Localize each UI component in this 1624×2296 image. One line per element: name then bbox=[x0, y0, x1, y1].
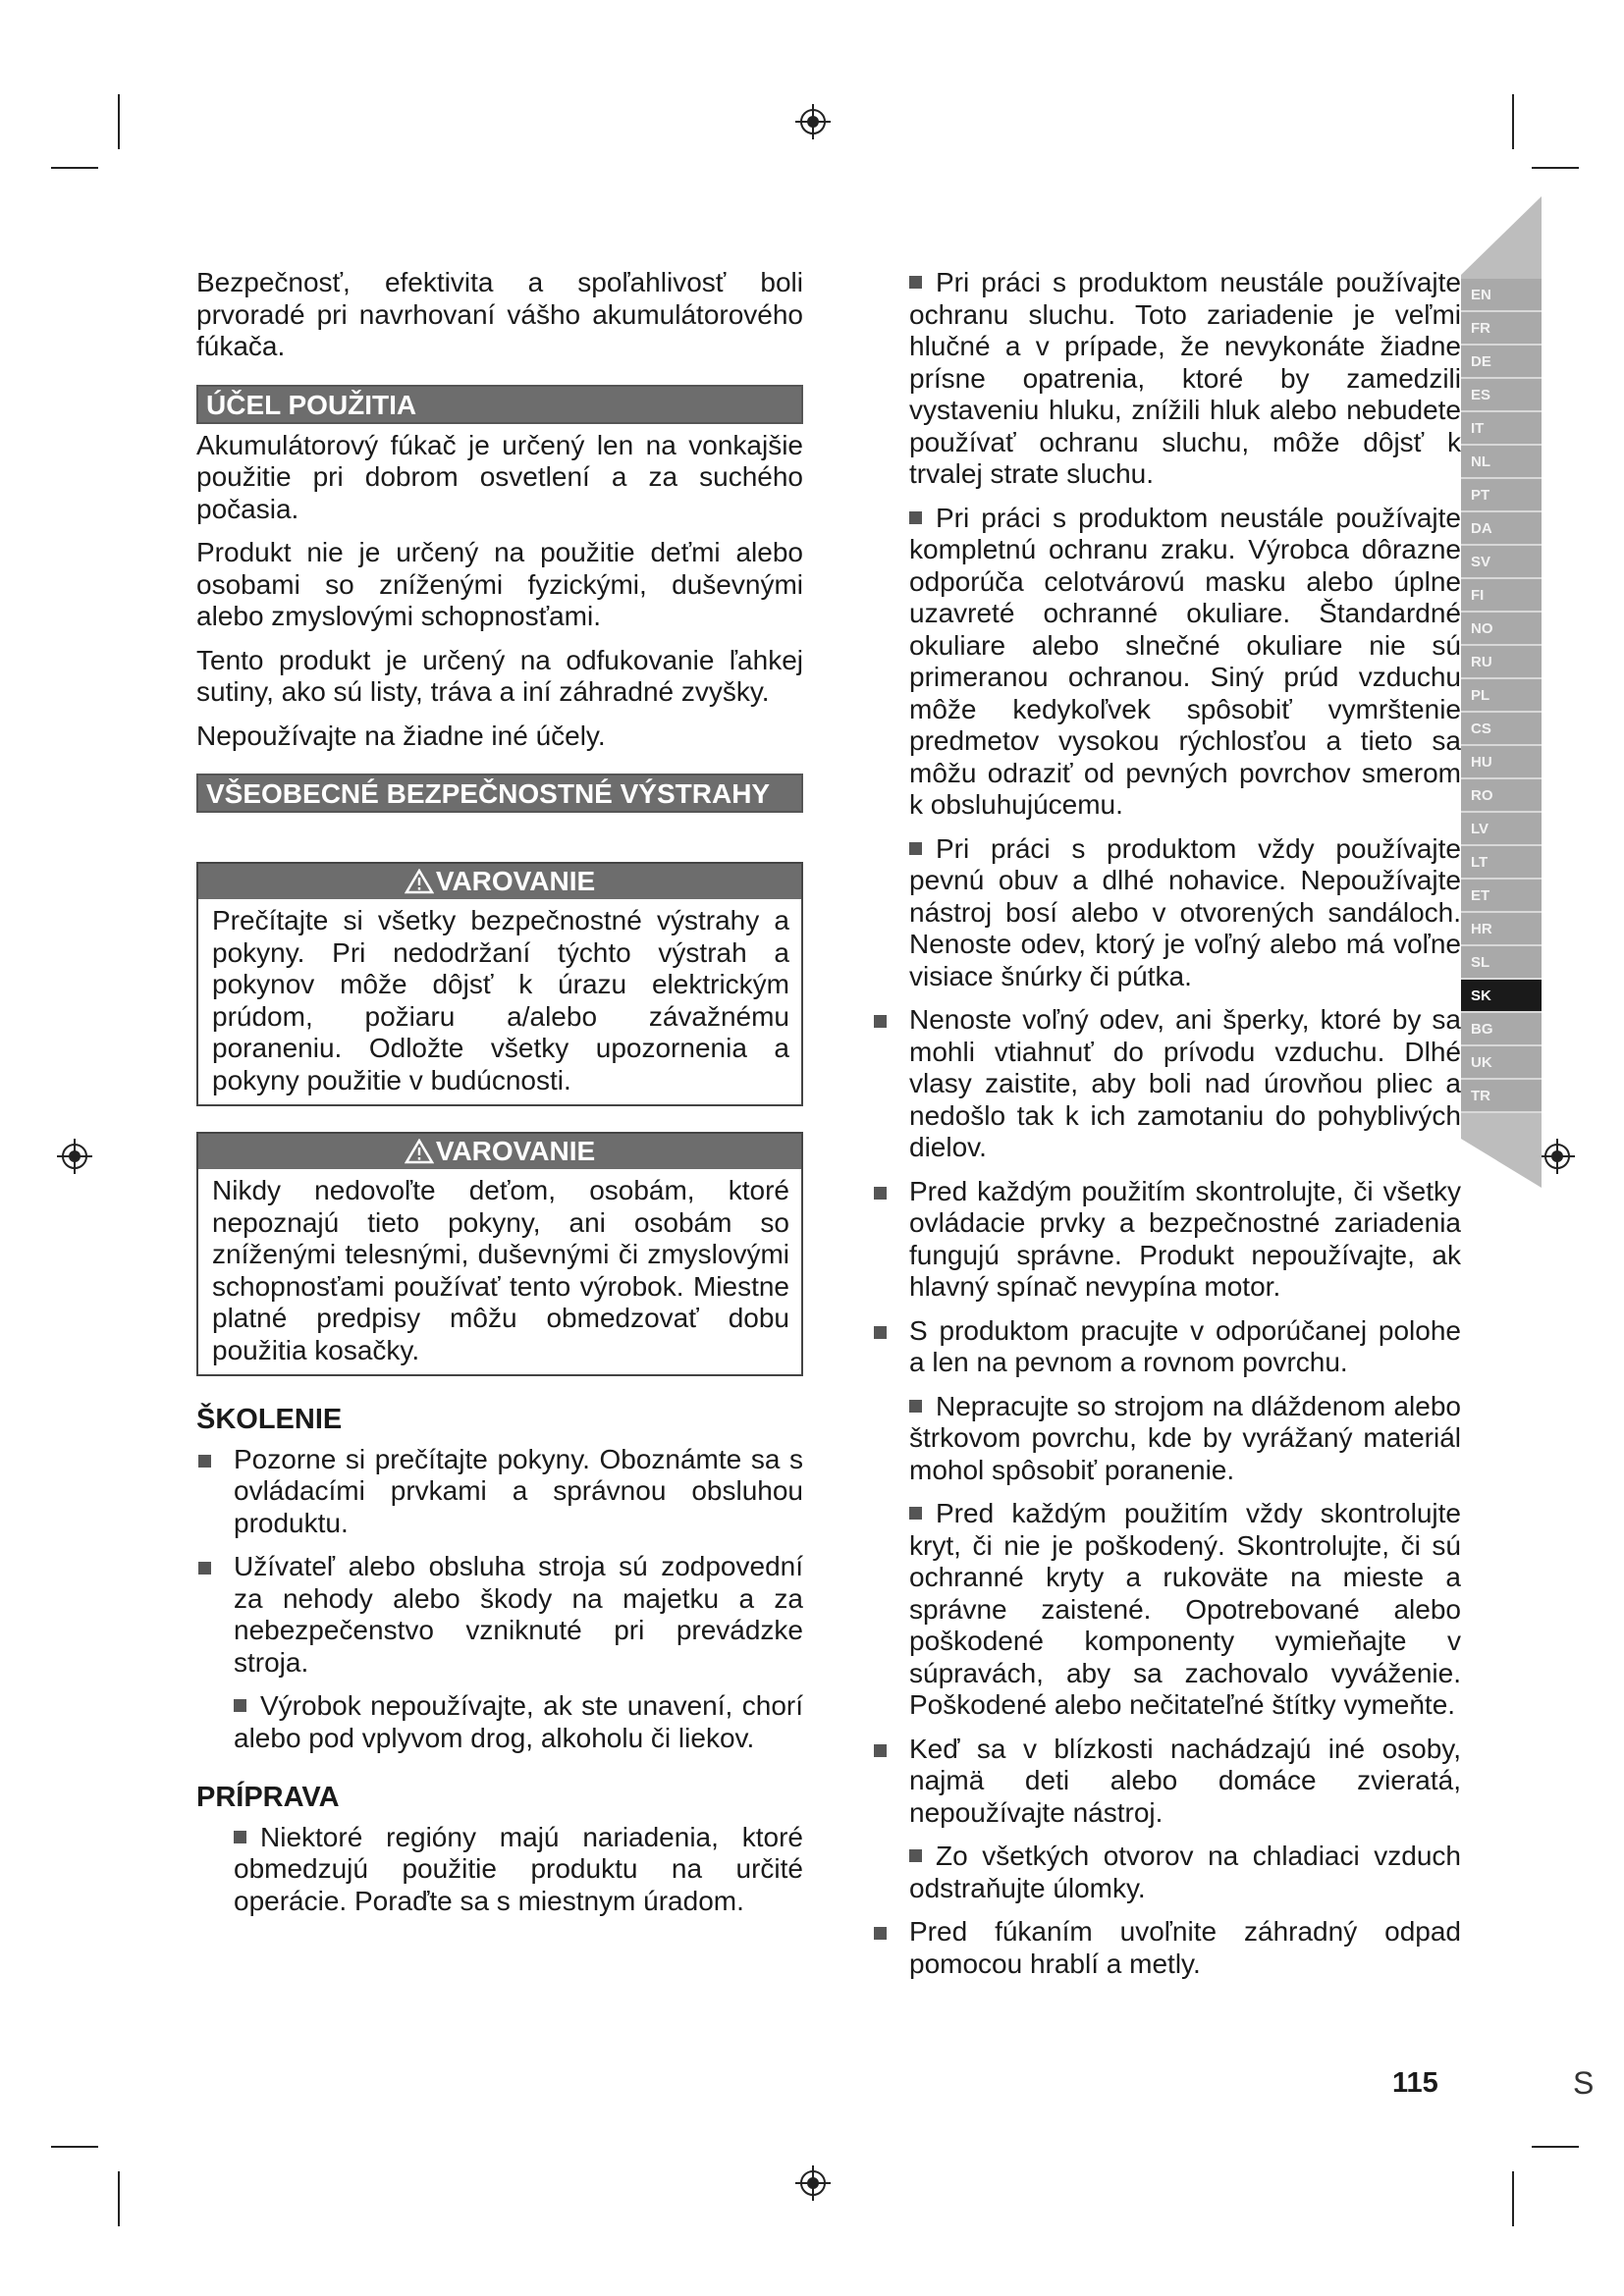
list-item: S produktom pracujte v odporúčanej polohe a len na pevnom a rovnom povrchu. bbox=[872, 1315, 1461, 1379]
list-item: Pri práci s produktom vždy používajte pevnú obuv a dlhé nohavice. Nepoužívajte nástroj bosí alebo v otvorených sandáloch. Nenoste odev, ktorý je voľný alebo má voľne visiace šnúrky či pútka. bbox=[909, 832, 1461, 991]
left-column bbox=[196, 267, 803, 1929]
language-tab-sv: SV bbox=[1461, 546, 1542, 579]
warning-title-2-text: VAROVANIE bbox=[435, 1136, 596, 1166]
language-tab-et: ET bbox=[1461, 880, 1542, 913]
language-tab-fi: FI bbox=[1461, 579, 1542, 613]
preparation-list bbox=[196, 1822, 803, 1918]
bullet-square-icon bbox=[198, 1455, 211, 1468]
bullet-square-icon bbox=[874, 1015, 887, 1028]
registration-mark-bottom-icon bbox=[793, 2163, 833, 2203]
language-tab-tr: TR bbox=[1461, 1080, 1542, 1113]
bullet-square-icon bbox=[874, 1326, 887, 1339]
list-item: Zo všetkých otvorov na chladiaci vzduch odstraňujte úlomky. bbox=[909, 1841, 1461, 1903]
language-tab-nl: NL bbox=[1461, 446, 1542, 479]
bullet-square-icon bbox=[874, 1187, 887, 1200]
safety-list bbox=[872, 267, 1461, 1980]
language-tab-ru: RU bbox=[1461, 646, 1542, 679]
language-tab-lv: LV bbox=[1461, 813, 1542, 846]
list-item: Pred každým použitím vždy skontrolujte kryt, či nie je poškodený. Skontrolujte, či sú ochranné kryty a rukoväte na mieste a správne zaistené. Opotrebované alebo poškodené komponenty vymieňajte v súpravách, aby sa zachovalo vyváženie. Poškodené alebo nečitateľné štítky vymeňte. bbox=[909, 1498, 1461, 1720]
warning-text-1: Prečítajte si všetky bezpečnostné výstrahy a pokyny. Pri nedodržaní týchto výstrah a pokynov môže dôjsť k úrazu elektrickým prúdom, požiaru a/alebo závažnému poraneniu. Odložte všetky upozornenia a pokyny použitie v budúcnosti. bbox=[212, 905, 789, 1095]
language-tab-pl: PL bbox=[1461, 679, 1542, 713]
purpose-heading: ÚČEL POUŽITIA bbox=[196, 385, 803, 424]
bullet-square-icon bbox=[874, 1927, 887, 1940]
registration-mark-right-icon bbox=[1538, 1137, 1577, 1176]
list-item: Užívateľ alebo obsluha stroja sú zodpovední za nehody alebo škody na majetku a za nebezpečenstvo vzniknuté pri prevádzke stroja. bbox=[196, 1551, 803, 1679]
warning-title-1-text: VAROVANIE bbox=[435, 866, 596, 896]
crop-mark-br-v bbox=[1512, 2171, 1514, 2226]
language-tab-sl: SL bbox=[1461, 946, 1542, 980]
preparation-heading: PRÍPRAVA bbox=[196, 1782, 340, 1813]
training-heading: ŠKOLENIE bbox=[196, 1404, 343, 1435]
bullet-square-icon bbox=[909, 842, 922, 855]
general-safety-heading: VŠEOBECNÉ BEZPEČNOSTNÉ VÝSTRAHY bbox=[196, 774, 803, 813]
language-tab-it: IT bbox=[1461, 412, 1542, 446]
warning-text-2: Nikdy nedovoľte deťom, osobám, ktoré nepoznajú tieto pokyny, ani osobám so zníženými telesnými, duševnými či zmyslovými schopnosťami používať tento výrobok. Miestne platné predpisy môžu obmedzovať dobu použitia kosačky. bbox=[212, 1175, 789, 1365]
purpose-paragraph-2: Produkt nie je určený na použitie deťmi alebo osobami so zníženými fyzickými, duševnými alebo zmyslovými schopnosťami. bbox=[196, 537, 803, 631]
warning-triangle-icon bbox=[405, 1139, 434, 1164]
bullet-square-icon bbox=[874, 1744, 887, 1757]
language-tab-hr: HR bbox=[1461, 913, 1542, 946]
list-item: Pri práci s produktom neustále používajte kompletnú ochranu zraku. Výrobca dôrazne odporúča celotvárovú masku alebo úplne uzavreté ochranné okuliare. Štandardné okuliare alebo slnečné okuliare nie sú primeranou ochranou. Siný prúd vzduchu môže kedykoľvek spôsobiť vymrštenie predmetov vysokou rýchlosťou a tieto sa môžu odraziť od pevných povrchov smerom k obsluhujúcemu. bbox=[909, 502, 1461, 820]
list-item: Nenoste voľný odev, ani šperky, ktoré by sa mohli vtiahnuť do prívodu vzduchu. Dlhé vlasy zaistite, aby boli nad úrovňou pliec a nedošlo tak k ich zamotaniu do pohyblivých dielov. bbox=[872, 1004, 1461, 1164]
language-tab-da: DA bbox=[1461, 512, 1542, 546]
language-tab-uk: UK bbox=[1461, 1046, 1542, 1080]
bullet-square-icon bbox=[909, 1400, 922, 1413]
bullet-square-icon bbox=[234, 1831, 246, 1843]
language-tab-lt: LT bbox=[1461, 846, 1542, 880]
language-tab-ro: RO bbox=[1461, 779, 1542, 813]
language-tab-bg: BG bbox=[1461, 1013, 1542, 1046]
list-item: Výrobok nepoužívajte, ak ste unavení, chorí alebo pod vplyvom drog, alkoholu či liekov. bbox=[234, 1690, 803, 1753]
list-item: Pred fúkaním uvoľnite záhradný odpad pomocou hrablí a metly. bbox=[872, 1916, 1461, 1980]
page-number: 115 bbox=[1392, 2067, 1438, 2099]
registration-mark-left-icon bbox=[55, 1137, 94, 1176]
right-column bbox=[872, 267, 1461, 1992]
bullet-square-icon bbox=[909, 276, 922, 289]
bullet-square-icon bbox=[909, 1849, 922, 1862]
language-tab-de: DE bbox=[1461, 346, 1542, 379]
bullet-square-icon bbox=[198, 1562, 211, 1575]
training-list bbox=[196, 1444, 803, 1755]
bullet-square-icon bbox=[909, 1507, 922, 1520]
language-tab-hu: HU bbox=[1461, 746, 1542, 779]
crop-mark-tr-v bbox=[1512, 94, 1514, 149]
warning-box-1 bbox=[196, 862, 803, 1106]
language-tab-cs: CS bbox=[1461, 713, 1542, 746]
list-item: Pozorne si prečítajte pokyny. Oboznámte sa s ovládacími prvkami a správnou obsluhou produktu. bbox=[196, 1444, 803, 1540]
list-item: Keď sa v blízkosti nachádzajú iné osoby, najmä deti alebo domáce zvieratá, nepoužívajte nástroj. bbox=[872, 1734, 1461, 1830]
list-item: Nepracujte so strojom na dláždenom alebo štrkovom povrchu, kde by vyrážaný materiál mohol spôsobiť poranenie. bbox=[909, 1390, 1461, 1485]
list-item: Pred každým použitím skontrolujte, či všetky ovládacie prvky a bezpečnostné zariadenia fungujú správne. Produkt nepoužívajte, ak hlavný spínač nevypína motor. bbox=[872, 1176, 1461, 1304]
bullet-square-icon bbox=[234, 1699, 246, 1712]
crop-mark-tl-h bbox=[51, 167, 98, 169]
list-item: Niektoré regióny majú nariadenia, ktoré obmedzujú použitie produktu na určité operácie. Poraďte sa s miestnym úradom. bbox=[234, 1821, 803, 1916]
purpose-paragraph-4: Nepoužívajte na žiadne iné účely. bbox=[196, 720, 606, 751]
edge-letter: S bbox=[1573, 2065, 1595, 2101]
language-tab-list bbox=[1461, 279, 1542, 1113]
purpose-paragraph-1: Akumulátorový fúkač je určený len na vonkajšie použitie pri dobrom osvetlení a za suchého počasia. bbox=[196, 429, 803, 524]
warning-triangle-icon bbox=[405, 869, 434, 894]
crop-mark-br-h bbox=[1532, 2146, 1579, 2148]
purpose-paragraph-3: Tento produkt je určený na odfukovanie ľahkej sutiny, ako sú listy, tráva a iní záhradné zvyšky. bbox=[196, 644, 803, 707]
bullet-square-icon bbox=[909, 511, 922, 524]
list-item: Pri práci s produktom neustále používajte ochranu sluchu. Toto zariadenie je veľmi hlučné a v prípade, že nevykonáte žiadne prísne opatrenia, ktoré by zamedzili vystaveniu hluku, znížili hluk alebo nebudete používať ochranu sluchu, môže dôjsť k trvalej strate sluchu. bbox=[909, 267, 1461, 489]
language-tab-es: ES bbox=[1461, 379, 1542, 412]
crop-mark-bl-v bbox=[118, 2171, 120, 2226]
language-tab-sk: SK bbox=[1461, 980, 1542, 1013]
warning-title-2 bbox=[198, 1134, 801, 1169]
crop-mark-tl-v bbox=[118, 94, 120, 149]
warning-box-2 bbox=[196, 1132, 803, 1376]
intro-paragraph: Bezpečnosť, efektivita a spoľahlivosť boli prvoradé pri navrhovaní vášho akumulátorového fúkača. bbox=[196, 267, 803, 361]
language-tab-pt: PT bbox=[1461, 479, 1542, 512]
language-tab-en: EN bbox=[1461, 279, 1542, 312]
language-tab-fr: FR bbox=[1461, 312, 1542, 346]
language-tab-no: NO bbox=[1461, 613, 1542, 646]
warning-title-1 bbox=[198, 864, 801, 899]
crop-mark-bl-h bbox=[51, 2146, 98, 2148]
registration-mark-top-icon bbox=[793, 102, 833, 141]
crop-mark-tr-h bbox=[1532, 167, 1579, 169]
